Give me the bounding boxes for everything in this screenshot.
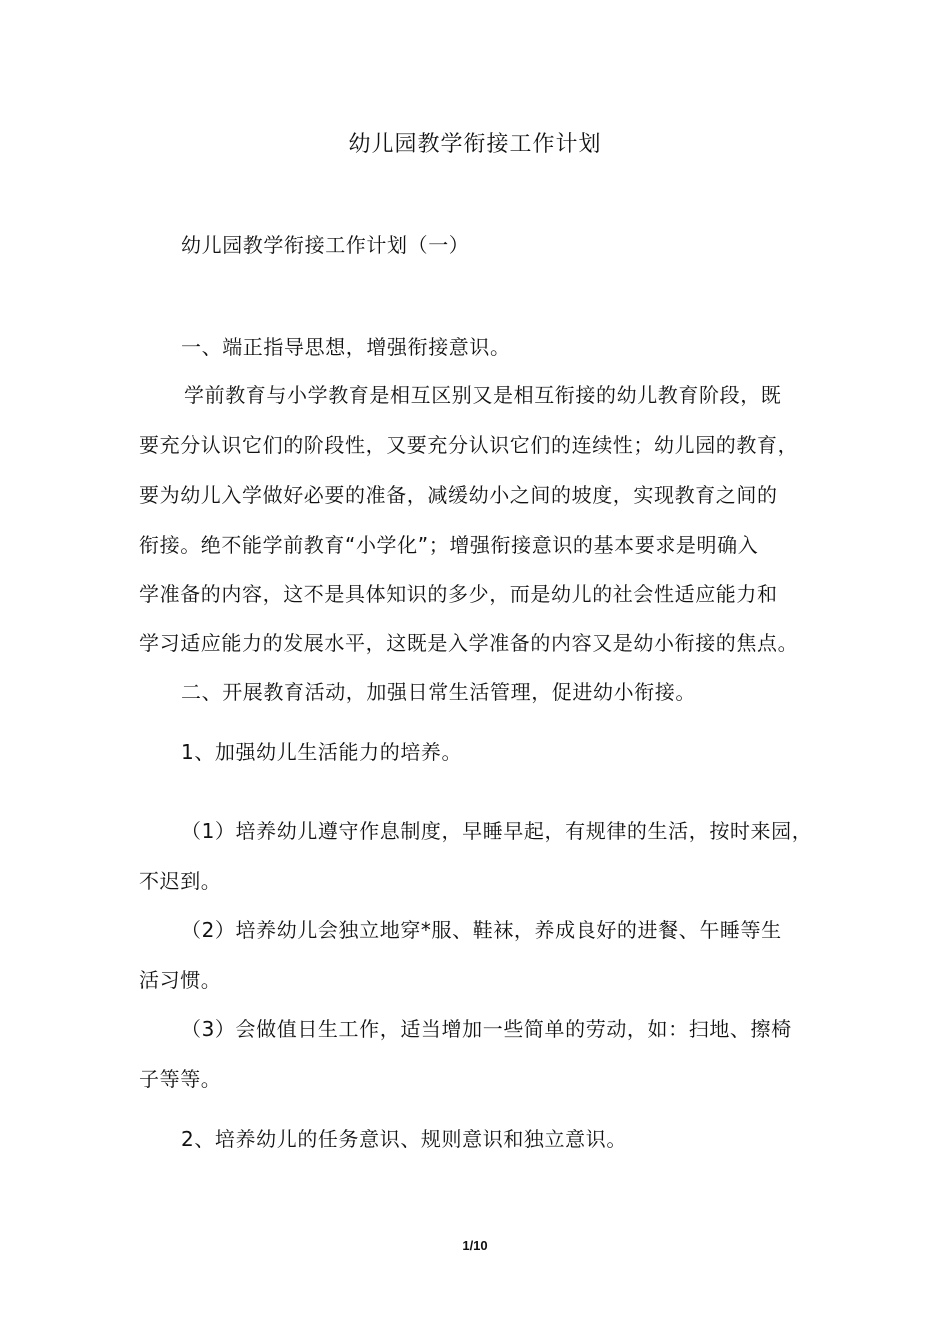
paragraph-line: 学习适应能力的发展水平，这既是入学准备的内容又是幼小衔接的焦点。 <box>139 631 799 655</box>
subsection-heading-2: 2、培养幼儿的任务意识、规则意识和独立意识。 <box>181 1127 627 1151</box>
section-heading-1: 一、端正指导思想，增强衔接意识。 <box>181 335 511 359</box>
list-item-line: （2）培养幼儿会独立地穿*服、鞋袜，养成良好的进餐、午睡等生 <box>181 918 782 942</box>
list-item-line: 活习惯。 <box>139 968 222 992</box>
paragraph-line: 要充分认识它们的阶段性，又要充分认识它们的连续性；幼儿园的教育， <box>139 433 799 457</box>
document-title: 幼儿园教学衔接工作计划 <box>348 132 602 157</box>
list-item-line: （1）培养幼儿遵守作息制度，早睡早起，有规律的生活，按时来园， <box>181 819 813 843</box>
page-number: 1/10 <box>462 1238 488 1253</box>
list-item-line: 不迟到。 <box>139 869 222 893</box>
paragraph-line: 要为幼儿入学做好必要的准备，减缓幼小之间的坡度，实现教育之间的 <box>139 483 778 507</box>
paragraph-line: 衔接。绝不能学前教育“小学化”；增强衔接意识的基本要求是明确入 <box>139 533 759 557</box>
list-item-line: 子等等。 <box>139 1067 222 1091</box>
paragraph-line: 学前教育与小学教育是相互区别又是相互衔接的幼儿教育阶段，既 <box>184 383 782 407</box>
section-heading-2: 二、开展教育活动，加强日常生活管理，促进幼小衔接。 <box>181 680 696 704</box>
list-item-line: （3）会做值日生工作，适当增加一些简单的劳动，如：扫地、擦椅 <box>181 1017 792 1041</box>
document-subtitle: 幼儿园教学衔接工作计划（一） <box>181 233 470 257</box>
paragraph-line: 学准备的内容，这不是具体知识的多少，而是幼儿的社会性适应能力和 <box>139 582 778 606</box>
subsection-heading-1: 1、加强幼儿生活能力的培养。 <box>181 740 463 764</box>
